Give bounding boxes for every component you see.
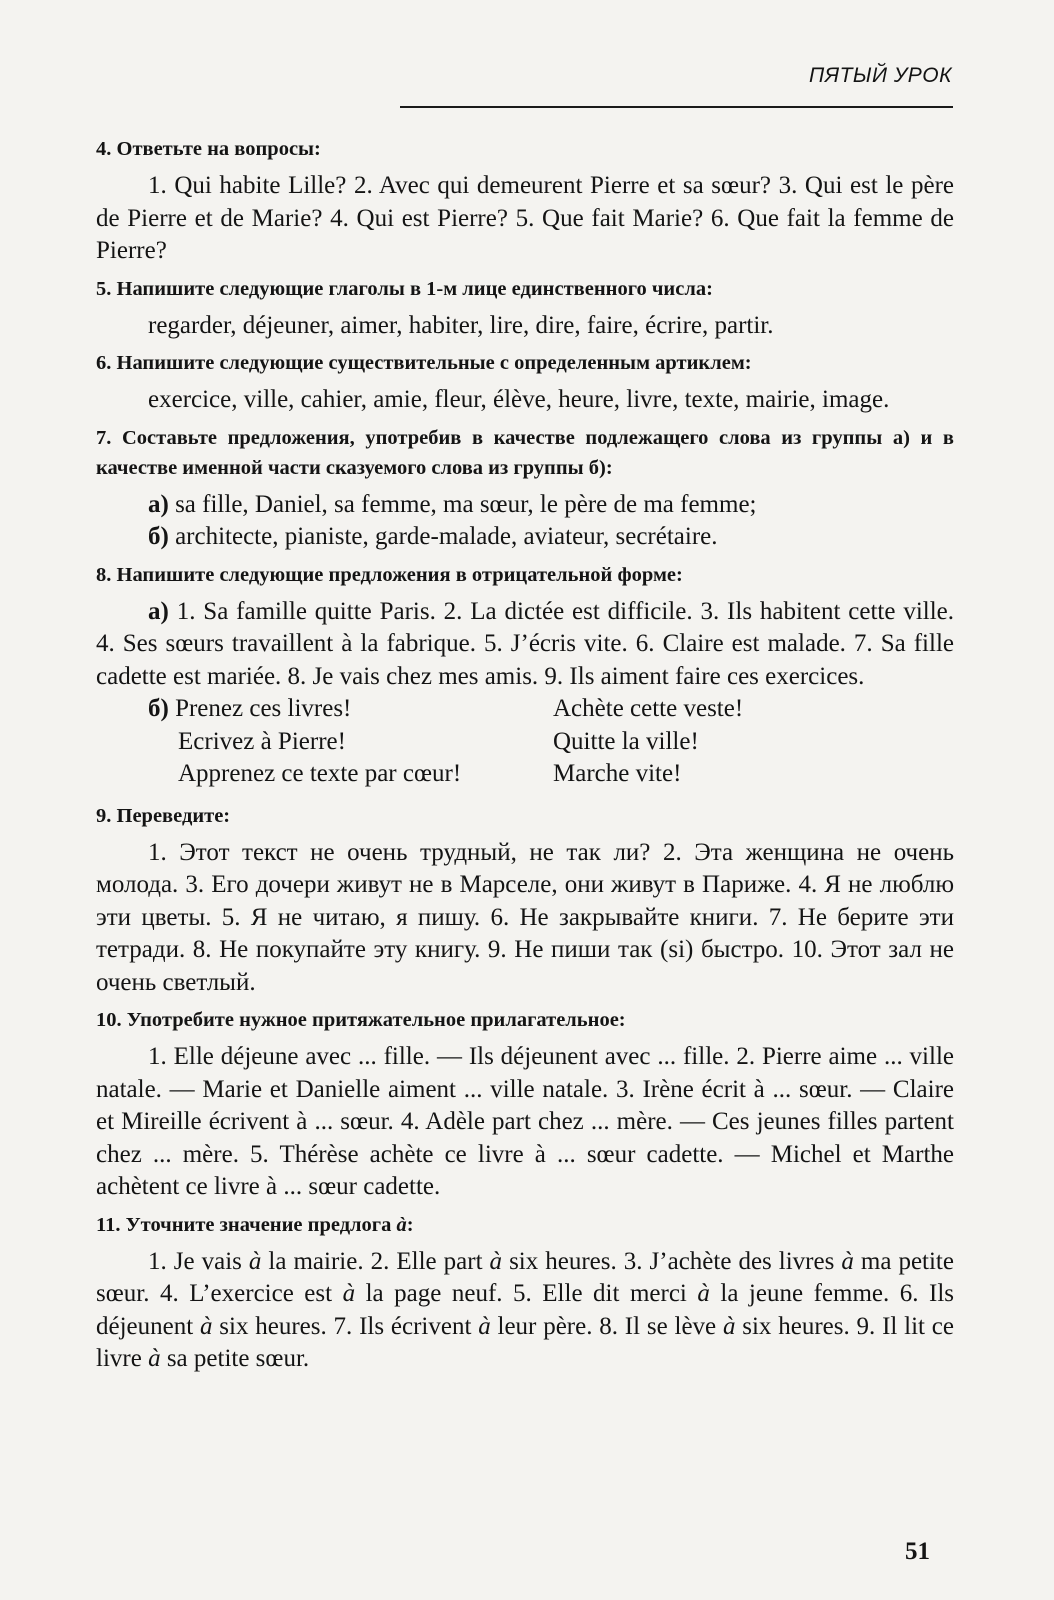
imperative-sentence: Marche vite!: [553, 760, 682, 787]
task-title: 10. Употребите нужное притяжательное прилагательное:: [96, 1009, 626, 1031]
task-11: [96, 1210, 954, 1376]
group-b: [96, 521, 954, 554]
text-segment: leur père. 8. Il se lève: [490, 1312, 723, 1340]
part-b-label: б): [148, 695, 169, 722]
task-9: [96, 801, 954, 1000]
imperative-sentence: Achète cette veste!: [553, 695, 744, 722]
imperative-sentence: Ecrivez à Pierre!: [178, 727, 346, 755]
task-text: 1. Этот текст не очень трудный, не так ли? 2. Эта женщина не очень молода. 3. Его дочери живут не в Марселе, они живут в Париже. 4. Я не люблю эти цветы. 5. Я не читаю, я пишу. 6. Не закрывайте книги. 7. Не берите эти тетради. 8. Не покупайте эту книгу. 9. Не пиши так (si) быстро. 10. Этот зал не очень светлый.: [96, 838, 954, 996]
text-segment: la mairie. 2. Elle part: [261, 1247, 490, 1275]
preposition-italic: à: [489, 1247, 503, 1275]
task-title: 4. Ответьте на вопросы:: [96, 138, 321, 160]
header-rule: [400, 106, 953, 108]
page-number: 51: [905, 1538, 930, 1565]
task-6: [96, 348, 954, 417]
task-text: 1. Elle déjeune avec ... fille. — Ils déjeunent avec ... fille. 2. Pierre aime ... ville natale. — Marie et Danielle aiment ... ville natale. 3. Irène écrit à ... sœur. — Claire et Mireille écrivent à ... sœur. 4. Adèle part chez ... mère. — Ces jeunes filles partent chez ... mère. 5. Thérèse achète ce livre à ... sœur cadette. — Michel et Marthe achètent ce livre à ... sœur cadette.: [96, 1043, 954, 1200]
task-8: [96, 560, 954, 791]
task-title-word: à: [396, 1213, 407, 1236]
task-10: [96, 1005, 954, 1204]
group-b-text: architecte, pianiste, garde-malade, aviateur, secrétaire.: [175, 523, 718, 550]
imperative-sentence: Quitte la ville!: [553, 727, 699, 755]
text-segment: la page neuf. 5. Elle dit merci: [355, 1280, 698, 1307]
task-title: 5. Напишите следующие глаголы в 1-м лице единственного числа:: [96, 277, 713, 300]
group-a: [96, 489, 954, 522]
page-content: [96, 134, 954, 1382]
imperative-sentence: Prenez ces livres!: [175, 695, 352, 722]
group-a-label: а): [148, 490, 169, 518]
task-text: [96, 1246, 954, 1376]
group-b-label: б): [148, 523, 169, 550]
text-segment: sa petite sœur.: [160, 1345, 310, 1372]
task-4: [96, 134, 954, 268]
running-head: ПЯТЫЙ УРОК: [809, 64, 952, 87]
text-segment: six heures. 9. Il lit ce livre: [96, 1312, 954, 1372]
preposition-italic: à: [148, 1345, 161, 1372]
text-segment: six heures. 3. J’achète des livres: [502, 1247, 842, 1275]
task-text: regarder, déjeuner, aimer, habiter, lire, dire, faire, écrire, partir.: [148, 311, 774, 339]
task-5: [96, 274, 954, 343]
preposition-italic: à: [342, 1280, 356, 1307]
preposition-italic: à: [199, 1312, 213, 1340]
preposition-italic: à: [722, 1312, 736, 1340]
task-title-prefix: 11. Уточните значение предлога: [96, 1213, 397, 1236]
task-title: 6. Напишите следующие существительные с определенным артиклем:: [96, 352, 752, 374]
task-title: 9. Переведите:: [96, 804, 231, 827]
task-title-suffix: :: [406, 1213, 414, 1236]
text-segment: six heures. 7. Ils écrivent: [212, 1312, 479, 1340]
text-segment: la jeune femme. 6. Ils déjeunent: [96, 1280, 955, 1340]
part-b-left-1: [148, 693, 553, 726]
preposition-italic: à: [697, 1280, 710, 1307]
part-a: [96, 596, 954, 694]
task-title: 7. Составьте предложения, употребив в качестве подлежащего слова из группы а) и в качестве именной части сказуемого слова из группы б):: [96, 426, 954, 479]
imperative-sentence: Apprenez ce texte par cœur!: [178, 760, 462, 787]
task-7: [96, 423, 954, 554]
preposition-italic: à: [248, 1247, 262, 1275]
text-segment: ma petite sœur. 4. L’exercice est: [96, 1247, 954, 1307]
part-a-label: а): [148, 597, 169, 625]
group-a-text: sa fille, Daniel, sa femme, ma sœur, le père de ma femme;: [175, 490, 757, 518]
task-title: 8. Напишите следующие предложения в отрицательной форме:: [96, 563, 683, 586]
text-segment: 1. Je vais: [148, 1247, 249, 1275]
preposition-italic: à: [841, 1247, 854, 1275]
task-text: 1. Qui habite Lille? 2. Avec qui demeurent Pierre et sa sœur? 3. Qui est le père de Pierre et de Marie? 4. Qui est Pierre? 5. Que fait Marie? 6. Que fait la femme de Pierre?: [96, 172, 954, 264]
task-text: exercice, ville, cahier, amie, fleur, élève, heure, livre, texte, mairie, image.: [148, 386, 890, 413]
preposition-italic: à: [478, 1312, 491, 1340]
part-a-text: 1. Sa famille quitte Paris. 2. La dictée est difficile. 3. Ils habitent cette ville. 4. Ses sœurs travaillent à la fabrique. 5. J’écris vite. 6. Claire est malade. 7. Sa fille cadette est mariée. 8. Je vais chez mes amis. 9. Ils aiment faire ces exercices.: [96, 597, 955, 690]
task-title: [96, 1210, 954, 1240]
part-b-grid: [96, 693, 954, 791]
